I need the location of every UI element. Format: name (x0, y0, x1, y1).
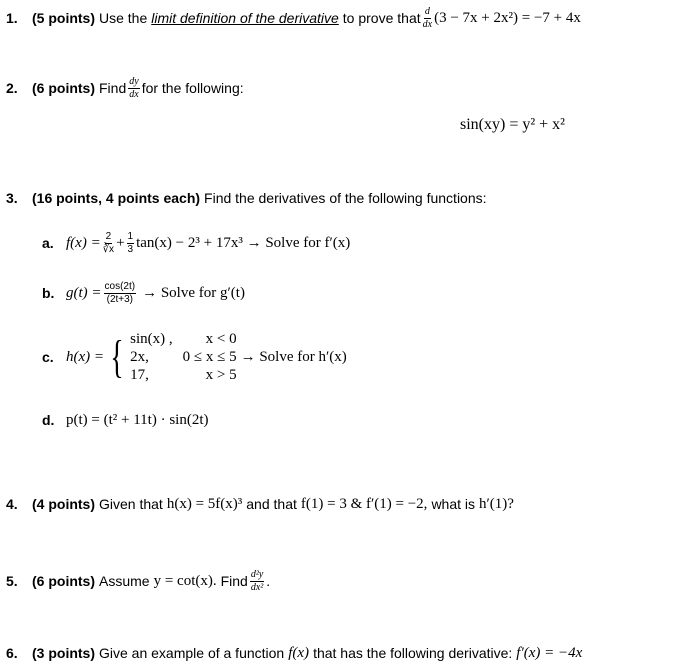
question-5 (0, 568, 270, 594)
text: Find (99, 80, 127, 96)
fraction: $\frac{1}{3}$ (127, 230, 134, 255)
question-4 (0, 492, 514, 516)
derivative-fraction: $\frac{dy}{dx}$ (129, 75, 139, 100)
text: for the following: (141, 80, 244, 96)
question-number: 2. (6, 80, 18, 96)
equation: sin(xy) = y² + x² (460, 116, 565, 133)
part-letter: b. (42, 285, 55, 301)
derivative-operator: $\frac{d}{dx}$ (422, 5, 433, 30)
question-6 (0, 641, 582, 665)
text: Give an example of a function (99, 645, 285, 661)
math-expression: (3 − 7x + 2x²) = −7 + 4x (434, 9, 581, 26)
math-expression: g(t) = (66, 284, 102, 301)
math-expression: f′(x) = −4x (516, 644, 583, 661)
points-label: (6 points) (32, 80, 95, 96)
text: Find (220, 573, 248, 589)
text: that has the following derivative: (313, 645, 513, 661)
text: Use the (99, 10, 148, 26)
piecewise-cases: sin(x) , x < 0 2x, 0 ≤ x ≤ 5 17, x > 5 (130, 331, 237, 383)
points-label: (6 points) (32, 573, 95, 589)
part-a (0, 230, 350, 256)
emphasis-text: limit definition of the derivative (151, 10, 339, 26)
text: Given that (99, 496, 163, 512)
question-number: 5. (6, 573, 18, 589)
question-2 (0, 76, 244, 100)
math-expression: p(t) = (t² + 11t) · sin(2t) (66, 411, 209, 428)
question-number: 6. (6, 645, 18, 661)
brace: { (110, 331, 124, 382)
question-number: 3. (6, 190, 18, 206)
part-letter: d. (42, 412, 55, 428)
math-expression: h(x) = 5f(x)³ (166, 495, 243, 512)
second-derivative-fraction: $\frac{\text{d²y}}{\text{dx²}}$ (250, 568, 264, 593)
math-operator: + (116, 234, 125, 251)
points-label: (4 points) (32, 496, 95, 512)
part-letter: a. (42, 235, 54, 251)
math-expression: y = cot(x). (153, 572, 217, 589)
part-b (0, 280, 245, 306)
question-1 (0, 6, 581, 30)
math-expression: h′(1)? (479, 495, 514, 512)
math-expression: h(x) = (66, 348, 105, 365)
fraction: $\frac{\cos(2t)}{(2t+3)}$ (104, 280, 136, 305)
fraction: $\frac{2}{∛x}$ (102, 230, 115, 255)
math-expression: → Solve for g′(t) (142, 284, 245, 301)
math-expression: → Solve for h′(x) (240, 348, 347, 365)
text: to prove that (342, 10, 421, 26)
math-expression: tan(x) − 2³ + 17x³ → Solve for f′(x) (136, 234, 351, 251)
text: and that (246, 496, 297, 512)
question-number: 4. (6, 496, 18, 512)
points-label: (3 points) (32, 645, 95, 661)
question-number: 1. (6, 10, 18, 26)
text: . (266, 573, 271, 589)
part-d (0, 408, 209, 432)
text: Assume (99, 573, 150, 589)
math-expression: f(x) = (66, 234, 101, 251)
question-3 (0, 186, 487, 210)
math-expression: f(1) = 3 & f′(1) = −2, (300, 495, 428, 512)
text: Find the derivatives of the following functions: (204, 190, 487, 206)
math-expression: f(x) (288, 644, 310, 661)
part-c (0, 330, 347, 384)
points-label: (5 points) (32, 10, 95, 26)
part-letter: c. (42, 349, 54, 365)
text: what is (431, 496, 476, 512)
points-label: (16 points, 4 points each) (32, 190, 201, 206)
